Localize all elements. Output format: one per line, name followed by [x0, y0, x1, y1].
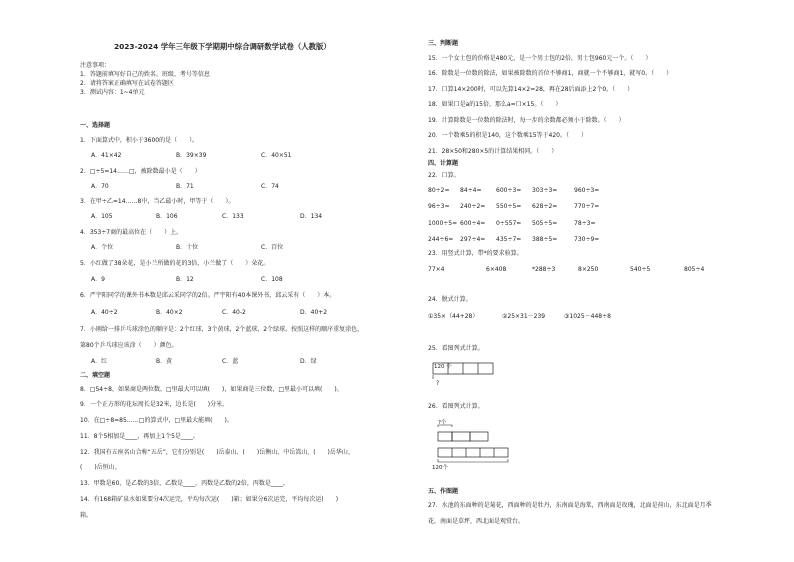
section-heading: 三、判断题 [428, 40, 459, 47]
question: 22．口算。 [428, 172, 460, 179]
oral-item: 0÷557= [496, 220, 522, 227]
oral-item: 770÷7= [574, 203, 600, 210]
question-cont: 第80个乒乓球应该涂（ ）颜色。 [80, 342, 178, 349]
option: A．70 [91, 183, 109, 190]
question: 25．看图列式计算。 [428, 345, 484, 352]
note-item: 2．请将答案正确填写在试卷答题区 [80, 80, 174, 87]
option: B．12 [176, 276, 194, 283]
oral-item: 435÷7= [496, 236, 522, 243]
step-problem: ②25×31－239 [502, 313, 546, 320]
option: B．十位 [176, 244, 199, 251]
oral-item: 303÷3= [532, 187, 558, 194]
question: 8．□54÷8，如果商是两位数，□里最大可以填( )，如果商是三位数，□里最小可以填( )。 [80, 386, 343, 393]
note-item: 1．答题前填写好自己的姓名、班级、考号等信息 [80, 71, 210, 78]
question: 11．8个5相加是____，再加上1个5是____。 [80, 433, 199, 440]
option: D．40+2 [300, 309, 328, 316]
option: C．133 [222, 213, 244, 220]
question: 10．在□÷8=85……□的算式中，□里最大能填( )。 [80, 417, 233, 424]
option: A．40÷2 [91, 309, 118, 316]
question: 27．水池的东面种的是菊花，西面种的是牡丹，东南面是海棠，西南面是玫瑰，北面是荷山，东北面是月季 [428, 502, 712, 509]
section-heading: 二、填空题 [80, 372, 111, 379]
option: A．105 [91, 213, 113, 220]
q26-top-brace [438, 425, 452, 427]
option: C．40×51 [261, 152, 292, 159]
question: 9．一个正方形的花坛周长是32米，边长是( )分米。 [80, 401, 229, 408]
option: C．108 [261, 276, 283, 283]
oral-item: 550÷5= [496, 203, 522, 210]
question: 14．有168箱矿泉水如果要分4次运完，平均每次运( )箱；如果分6次运完，平均每次运( ) [80, 496, 339, 503]
question-cont: ( )岳恒山。 [80, 464, 121, 471]
question: 16．除数是一位数的除法，如果被除数的首位不够商1，商就一个不够商1，就写0。（ ） [428, 70, 673, 77]
question: 23．用竖式计算，带*的要求验算。 [428, 250, 523, 257]
option: A．红 [91, 358, 108, 365]
vertical-problem: 8×250 [578, 266, 599, 273]
option: A．9 [91, 276, 105, 283]
question: 17．口算14×200时，可以先算14×2=28，再在28后面添上2个0。（ ） [428, 86, 634, 93]
step-problem: ③1025－448÷8 [564, 313, 611, 320]
oral-item: 78÷3= [574, 220, 596, 227]
question: 2．□÷5=14……□，被除数最小是（ ） [80, 168, 201, 175]
option: B．71 [176, 183, 194, 190]
vertical-problem: 540÷5 [630, 266, 651, 273]
q26-top-label: ?个 [438, 420, 447, 426]
oral-item: 297÷4= [460, 236, 486, 243]
left-column [72, 0, 424, 562]
question: 5．小红做了38朵花，是小兰所做的花的3倍，小兰做了（ ）朵花。 [80, 260, 270, 267]
q26-bottom-bar [438, 448, 508, 457]
question: 12．我国有五座名山合称“五岳”，它们分别是( )岳泰山、( )岳衡山、中岳嵩山、( )岳华山、 [80, 449, 354, 456]
option: C．百位 [261, 244, 284, 251]
oral-item: 240÷2= [460, 203, 486, 210]
vertical-problem: *288÷3 [532, 266, 556, 273]
option: C．74 [261, 183, 279, 190]
question: 6．严宇阳同学的课外书本数是邱云采同学的2倍。严宇阳有40本课外书，邱云采有（ ）本。 [80, 292, 336, 299]
oral-item: 80÷2= [428, 187, 450, 194]
q25-label: 120 个 [434, 364, 452, 370]
question: 20．一个数乘5的积是140，这个数乘15等于420。（ ） [428, 132, 587, 139]
option: D．绿 [300, 358, 317, 365]
question: 7．小刚给一排乒乓球涂色的顺序是：2个红球，3个黄球，2个蓝球，2个绿球。按照这样的顺序重复涂色， [80, 326, 364, 333]
question: 18．如果口是a的15倍，那么a=口×15。（ ） [428, 101, 562, 108]
option: B．黄 [156, 358, 173, 365]
vertical-problem: 77×4 [428, 266, 445, 273]
oral-item: 960÷3= [574, 187, 600, 194]
oral-item: 730÷9= [574, 236, 600, 243]
q26-top-bar [438, 432, 452, 441]
note-item: 3．测试内容：1~4单元 [80, 89, 145, 96]
question: 13．甲数是60，是乙数的3倍，乙数是____，丙数是乙数的2倍，丙数是____。 [80, 480, 289, 487]
option: A．个位 [91, 244, 114, 251]
question: 21．28×50和280×5的计算结果相同。（ ） [428, 148, 558, 155]
oral-item: 1000÷5= [428, 220, 458, 227]
oral-item: 600÷4= [460, 220, 486, 227]
question-cont: 花，南面是草坪，西北面是观赏台。 [428, 518, 525, 525]
question: 19．计算除数是一位数的除法时，每一步的余数都必须小于除数。（ ） [428, 117, 625, 124]
section-heading: 五、作图题 [428, 488, 459, 495]
question: 24．脱式计算。 [428, 296, 472, 303]
option: B．106 [156, 213, 178, 220]
option: B．39×39 [176, 152, 207, 159]
oral-item: 84÷4= [460, 187, 482, 194]
question-cont: 箱。 [80, 512, 93, 519]
question: 3．在甲÷乙=14……8中，当乙最小时，甲等于（ ）。 [80, 198, 235, 205]
step-problem: ①35×（44+28） [428, 313, 479, 320]
question: 26．看图列式计算。 [428, 403, 484, 410]
q26-bottom-brace [438, 459, 508, 462]
option: C．40-2 [222, 309, 246, 316]
question: 15．一个女士包的价格是480元，是一个男士包的2倍，男士包960元一个。（ ） [428, 55, 652, 62]
option: C．蓝 [222, 358, 239, 365]
option: B．40×2 [156, 309, 183, 316]
oral-item: 505÷5= [532, 220, 558, 227]
q26-top-bar-seg [470, 432, 488, 441]
notes-title: 注意事项： [80, 62, 111, 69]
question: 1．下面算式中，积小于3600的是（ ）。 [80, 137, 199, 144]
q26-top-bar-seg [452, 432, 470, 441]
q26-bottom-label: 120个 [432, 465, 448, 471]
q25-unknown: ? [436, 380, 440, 387]
vertical-problem: 805÷4 [684, 266, 705, 273]
oral-item: 96÷3= [428, 203, 450, 210]
option: A．41×42 [91, 152, 122, 159]
right-column [426, 0, 778, 562]
vertical-problem: 6×408 [486, 266, 507, 273]
section-heading: 一、选择题 [80, 122, 111, 129]
exam-title: 2023-2024 学年三年级下学期期中综合调研数学试卷（人教版） [114, 42, 331, 51]
oral-item: 628÷2= [532, 203, 558, 210]
oral-item: 244÷6= [428, 236, 454, 243]
question: 4．353÷7商的最高位在（ ）上。 [80, 229, 183, 236]
section-heading: 四、计算题 [428, 160, 459, 167]
option: D．134 [300, 213, 323, 220]
oral-item: 388÷5= [532, 236, 558, 243]
oral-item: 600÷3= [496, 187, 522, 194]
